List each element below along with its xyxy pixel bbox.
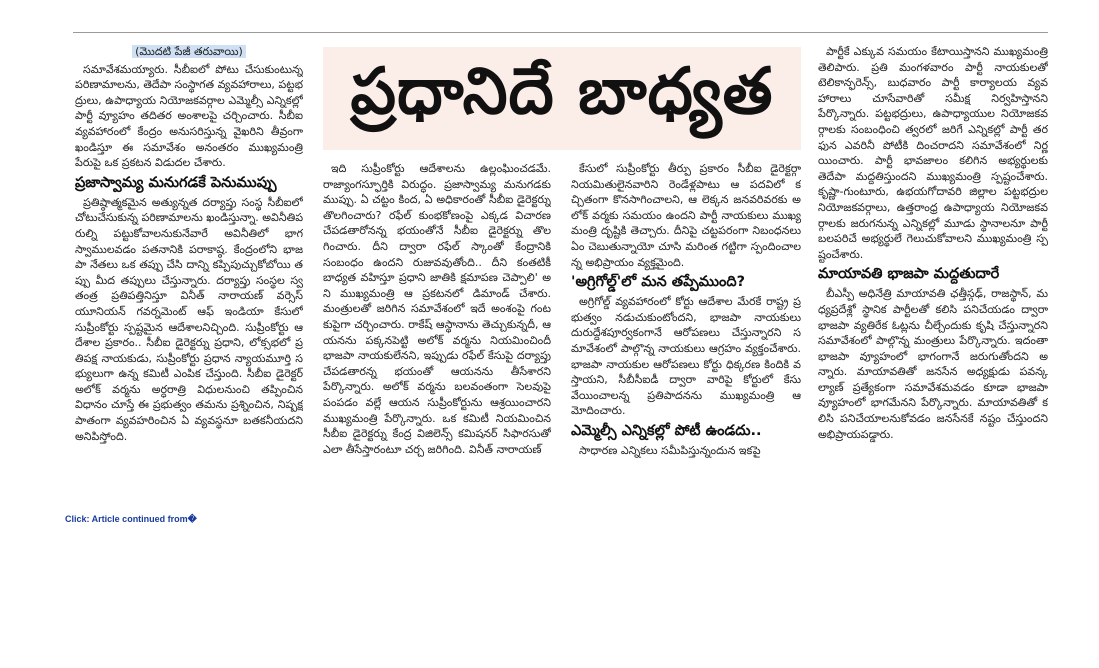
paragraph: ప్రతిష్ఠాత్మకమైన అత్యున్నత దర్యాప్తు సంస్థ సీబీఐలో చోటుచేసుకున్న పరిణామాలను ఖండిస్తున్నా. అవినీతిపరుల్ని పట్టుకోవాలనుకునేవారే అవినీతిలో భాగస్వాములవడం పతనానికి పరాకాష్ఠ. కేంద్రంలోని భాజపా నేతలు ఒక తప్పు చేసి దాన్ని కప్పిపుచ్చుకోబోయి తప్పు మీద తప్పులు చేస్తున్నారు. దర్యాప్తు సంస్థల స్వతంత్ర ప్రతిపత్తినిస్తూ వినీత్ నారాయణ్ వర్సెస్ యూనియన్ గవర్నమెంట్ ఆఫ్ ఇండియా కేసులో సుప్రీంకోర్టు స్పష్టమైన ఆదేశాలనిచ్చింది. సుప్రీంకోర్టు ఆదేశాల ప్రకారం.. సీబీఐ డైరెక్టర్ను ప్రధాని, లోక్సభలో ప్రతిపక్ష నాయకుడు, సుప్రీంకోర్టు ప్రధాన న్యాయమూర్తి సభ్యులుగా ఉన్న కమిటీ ఎంపిక చేస్తుంది. సీబీఐ డైరెక్టర్ అలోక్ వర్మను అర్ధరాత్రి విధులనుంచి తప్పించిన విధానం చూస్తే ఈ ప్రభుత్వం తమను ప్రశ్నించిన, నిష్పక్షపాతంగా వ్యవహరించిన ఏ వ్యవస్థనూ బతకనీయదని అనిపిస్తోంది. <box>75 195 303 443</box>
subheading-mayawati: మాయావతి భాజపా మద్దతుదారే <box>818 266 1000 283</box>
paragraph: బీఎస్పీ అధినేత్రి మాయావతి ఛత్తీస్గఢ్, రాజస్థాన్, మధ్యప్రదేశ్లో స్థానిక పార్టీలతో కలిసి పనిచేయడం ద్వారా భాజపా వ్యతిరేక ఓట్లను చీల్చేందుకు కృషి చేస్తున్నారని సమావేశంలో పాల్గొన్న మంత్రులు పేర్కొన్నారు. ఇదంతా భాజపా వ్యూహంలో భాగంగానే జరుగుతోందని అన్నారు. మాయావతితో జనసేన అధ్యక్షుడు పవన్కల్యాణ్ ప్రత్యేకంగా సమావేశమవడం కూడా భాజపా వ్యూహంలో భాగమేనని పేర్కొన్నారు. మాయావతితో కలిసి పనిచేయాలనుకోవడం జనసేనకే నష్టం చేస్తుందని అభిప్రాయపడ్డారు. <box>818 287 1048 441</box>
paragraph: అగ్రిగోల్డ్ వ్యవహారంలో కోర్టు ఆదేశాల మేరకే రాష్ట్ర ప్రభుత్వం నడుచుకుంటోందని, భాజపా నాయకులు దురుద్దేశపూర్వకంగానే ఆరోపణలు చేస్తున్నారని సమావేశంలో పాల్గొన్న నాయకులు ఆగ్రహం వ్యక్తంచేశారు. భాజపా నాయకుల ఆరోపణలు కోర్టు ధిక్కరణ కిందికి వస్తాయని, సీబీసీఐడీ ద్వారా వారిపై కోర్టులో కేసు వేయించాలన్న ప్రతిపాదనను ముఖ్యమంత్రి ఆమోదించారు. <box>571 295 801 418</box>
subheading-democracy: ప్రజాస్వామ్య మనుగడకే పెనుముప్పు <box>75 174 277 191</box>
paragraph: సాధారణ ఎన్నికలు సమీపిస్తున్నందున ఇకపై <box>579 443 761 457</box>
article-column-4 <box>818 44 1048 500</box>
paragraph: పార్టీకే ఎక్కువ సమయం కేటాయిస్తానని ముఖ్యమంత్రి తెలిపారు. ప్రతి మంగళవారం పార్టీ నాయకులతో టెలికాన్ఫరెన్స్, బుధవారం పార్టీ కార్యాలయ వ్యవహారాలు చూసేవారితో సమీక్ష నిర్వహిస్తానని పేర్కొన్నారు. పట్టభద్రులు, ఉపాధ్యాయుల నియోజకవర్గాలకు సంబంధించి త్వరలో జరిగే ఎన్నికల్లో పార్టీ తరఫున ఎవరినీ పోటీకి దించరాదని సమావేశంలో నిర్ణయించారు. పార్టీ భావజాలం కలిగిన అభ్యర్థులకు తెదేపా మద్దతిస్తుందని ముఖ్యమంత్రి స్పష్టంచేశారు. కృష్ణా-గుంటూరు, ఉభయగోదావరి జిల్లాల పట్టభద్రుల నియోజకవర్గాలు, ఉత్తరాంధ్ర ఉపాధ్యాయ నియోజకవర్గాలకు జరుగనున్న ఎన్నికల్లో మూడు స్థానాలనూ పార్టీ బలపరిచే అభ్యర్థులే గెలుచుకోవాలని ముఖ్యమంత్రి స్పష్టంచేశారు. <box>818 45 1048 261</box>
article-column-1 <box>75 44 303 500</box>
headline: ప్రధానిదే బాధ్యత <box>323 47 801 150</box>
subheading-agrigold: 'అగ్రిగోల్డ్'లో మన తప్పేముంది? <box>571 274 745 291</box>
article-column-2 <box>323 161 551 500</box>
paragraph: కేసులో సుప్రీంకోర్టు తీర్పు ప్రకారం సీబీఐ డైరెక్టర్గా నియమితులైనవారిని రెండేళ్లపాటు ఆ పదవిలో కచ్చితంగా కొనసాగించాలని, ఆ లెక్కన జనవరివరకు అలోక్ వర్మకు సమయం ఉందని పార్టీ నాయకులు ముఖ్యమంత్రి దృష్టికి తెచ్చారు. దీనిపై చట్టపరంగా నిబంధనలు ఏం చెబుతున్నాయో చూసి మరింత గట్టిగా స్పందించాలన్న అభిప్రాయం వ్యక్తమైంది. <box>571 162 801 269</box>
continued-from-marker[interactable]: (మొదటి పేజీ తరువాయి) <box>132 45 246 58</box>
article-continued-link[interactable]: Click: Article continued from� <box>65 514 197 524</box>
top-rule <box>73 32 1048 33</box>
subheading-mlc-elections: ఎమ్మెల్సీ ఎన్నికల్లో పోటీ ఉండదు.. <box>571 422 762 439</box>
paragraph: ఇది సుప్రీంకోర్టు ఆదేశాలను ఉల్లంఘించడమే. రాజ్యాంగస్ఫూర్తికి విరుద్ధం. ప్రజాస్వామ్య మనుగడకు ముప్పు. ఏ చట్టం కింద, ఏ అధికారంతో సీబీఐ డైరెక్టర్ను తొలగించారు? రఫేల్ కుంభకోణంపై ఎక్కడ విచారణ చేపడతారోనన్న భయంతోనే సీబీఐ డైరెక్టర్ను తొలగించారు. దీని ద్వారా రఫేల్ స్కాంతో కేంద్రానికి సంబంధం ఉందని రుజువవుతోంది.. దీని కంతటికీ బాధ్యత వహిస్తూ ప్రధాని జాతికి క్షమాపణ చెప్పాలి' అని ముఖ్యమంత్రి ఆ ప్రకటనలో డిమాండ్ చేశారు. మంత్రులతో జరిగిన సమావేశంలో ఇదే అంశంపై గంటకుపైగా చర్చించారు. రాకేష్ ఆస్థానాను తెచ్చుకున్నదీ, ఆయనను పక్కనపెట్టి అలోక్ వర్మను నియమించిందీ భాజపా నాయకులేనని, ఇప్పుడు రఫేల్ కేసుపై దర్యాప్తు చేపడతారన్న భయంతో ఆయనను తీసేశారని పేర్కొన్నారు. అలోక్ వర్మను బలవంతంగా సెలవుపై పంపడం వల్లే ఆయన సుప్రీంకోర్టును ఆశ్రయించారని ముఖ్యమంత్రి పేర్కొన్నారు. ఒక కమిటీ నియమించిన సీబీఐ డైరెక్టర్ను కేంద్ర విజిలెన్స్ కమిషనర్ సిఫారసుతో ఎలా తీసేస్తారంటూ చర్చ జరిగింది. వినీత్ నారాయణ్ <box>323 162 551 456</box>
paragraph: సమావేశమయ్యారు. సీబీఐలో పోటు చేసుకుంటున్న పరిణామాలను, తెదేపా సంస్థాగత వ్యవహారాలు, పట్టభద్రులు, ఉపాధ్యాయ నియోజకవర్గాల ఎమ్మెల్సీ ఎన్నికల్లో పార్టీ వ్యూహం తదితర అంశాలపై చర్చించారు. సీబీఐ వ్యవహారంలో కేంద్రం అనుసరిస్తున్న వైఖరిని తీవ్రంగా ఖండిస్తూ ఈ సమావేశం అనంతరం ముఖ్యమంత్రి పేరుపై ఒక ప్రకటన విడుదల చేశారు. <box>75 62 303 170</box>
article-column-3 <box>571 161 801 500</box>
